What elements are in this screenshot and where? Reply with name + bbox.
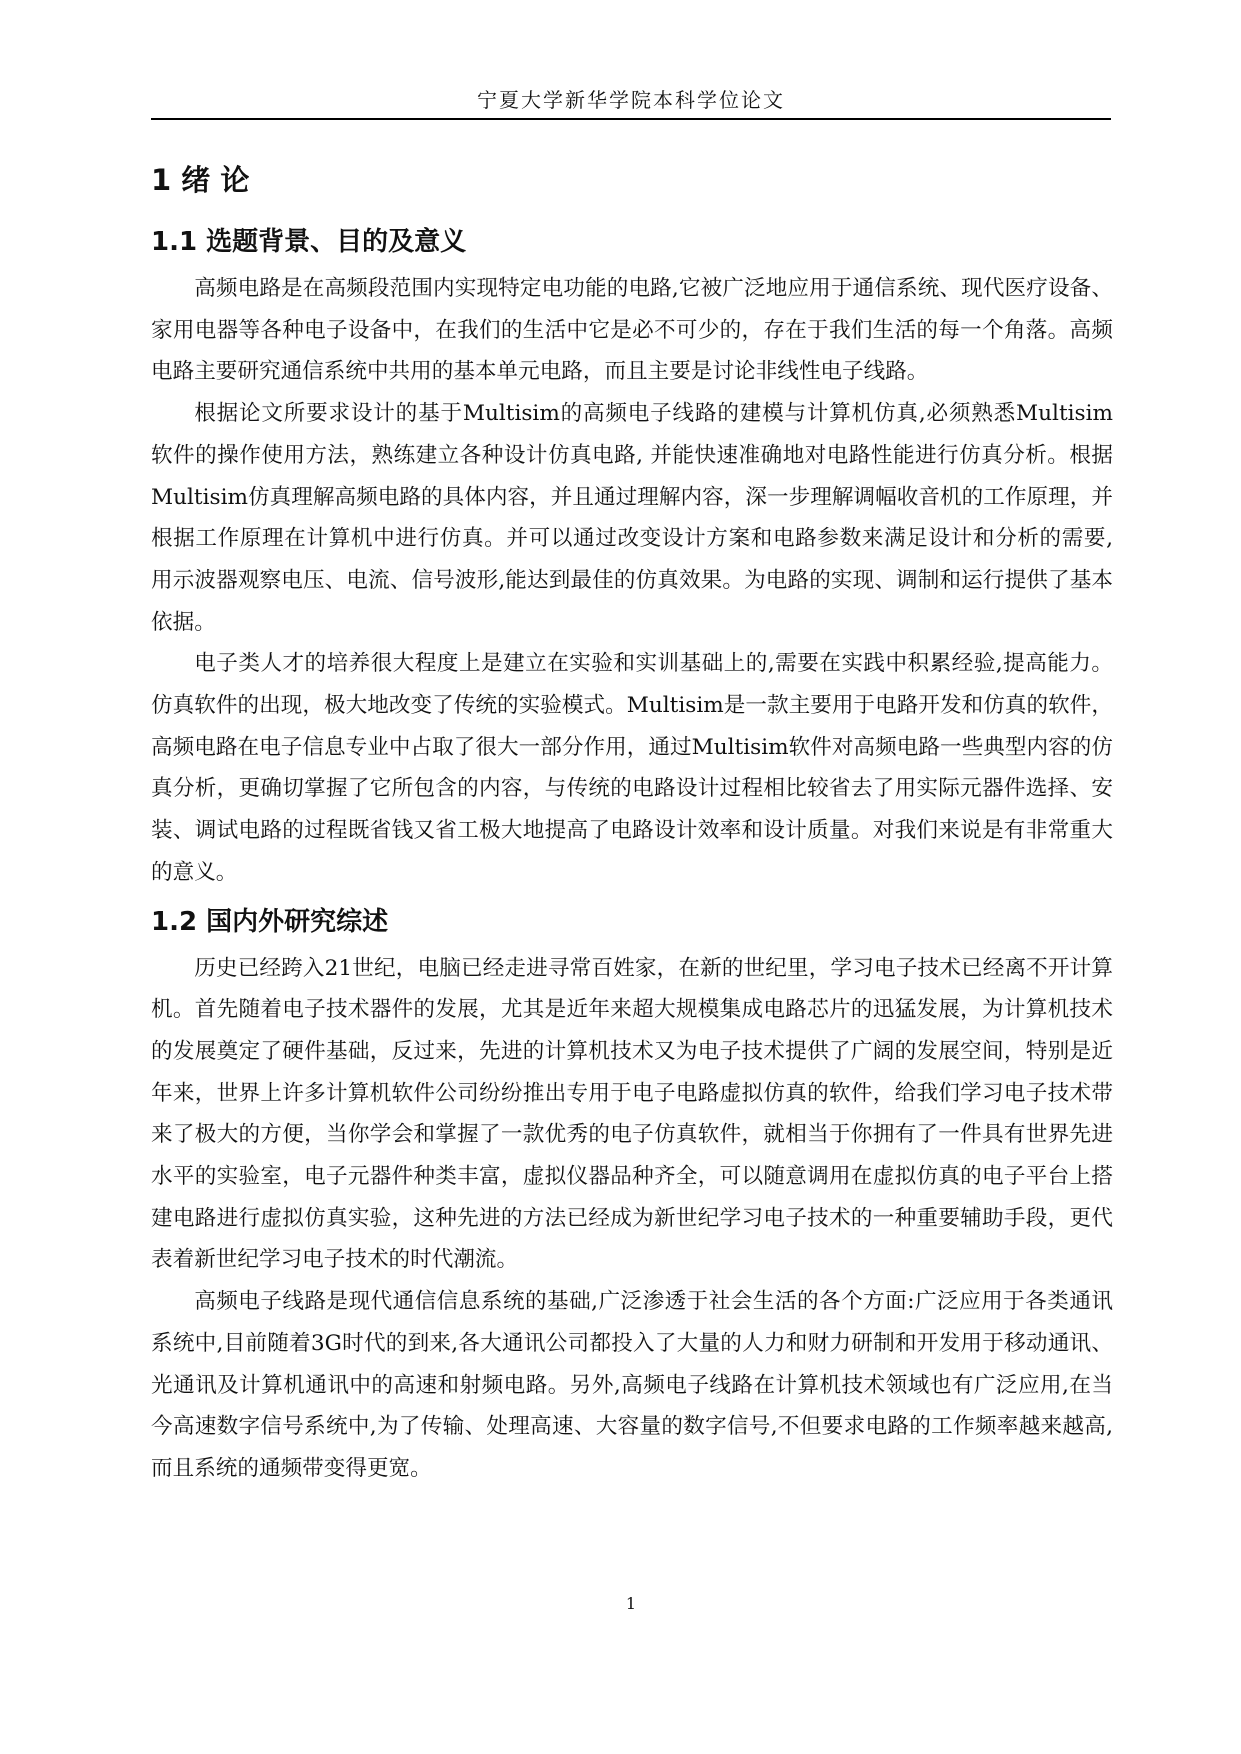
- section-title-1-2: 1.2 国内外研究综述: [151, 906, 389, 937]
- running-header: 宁夏大学新华学院本科学位论文: [477, 88, 785, 112]
- section-1-2-paragraph-1: 历史已经跨入21世纪，电脑已经走进寻常百姓家，在新的世纪里，学习电子技术已经离不开计算机。首先随着电子技术器件的发展，尤其是近年来超大规模集成电路芯片的迅猛发展，为计算机技术的发展奠定了硬件基础，反过来，先进的计算机技术又为电子技术提供了广阔的发展空间，特别是近年来，世界上许多计算机软件公司纷纷推出专用于电子电路虚拟仿真的软件，给我们学习电子技术带来了极大的方便，当你学会和掌握了一款优秀的电子仿真软件，就相当于你拥有了一件具有世界先进水平的实验室，电子元器件种类丰富，虚拟仪器品种齐全，可以随意调用在虚拟仿真的电子平台上搭建电路进行虚拟仿真实验，这种先进的方法已经成为新世纪学习电子技术的一种重要辅助手段，更代表着新世纪学习电子技术的时代潮流。: [151, 955, 1113, 1273]
- section-title-1-1: 1.1 选题背景、目的及意义: [151, 227, 467, 257]
- page-number: 1: [625, 1594, 637, 1613]
- chapter-title: 1 绪 论: [151, 163, 250, 197]
- header-rule: [151, 118, 1111, 120]
- section-1-1-paragraph-1: 高频电路是在高频段范围内实现特定电功能的电路,它被广泛地应用于通信系统、现代医疗设备、家用电器等各种电子设备中，在我们的生活中它是必不可少的，存在于我们生活的每一个角落。高频电路主要研究通信系统中共用的基本单元电路，而且主要是讨论非线性电子线路。: [151, 276, 1113, 385]
- section-1-1-paragraph-3: 电子类人才的培养很大程度上是建立在实验和实训基础上的,需要在实践中积累经验,提高能力。仿真软件的出现，极大地改变了传统的实验模式。Multisim是一款主要用于电路开发和仿真的软件，高频电路在电子信息专业中占取了很大一部分作用，通过Multisim软件对高频电路一些典型内容的仿真分析，更确切掌握了它所包含的内容，与传统的电路设计过程相比较省去了用实际元器件选择、安装、调试电路的过程既省钱又省工极大地提高了电路设计效率和设计质量。对我们来说是有非常重大的意义。: [151, 651, 1113, 885]
- section-1-2-paragraph-2: 高频电子线路是现代通信信息系统的基础,广泛渗透于社会生活的各个方面:广泛应用于各类通讯系统中,目前随着3G时代的到来,各大通讯公司都投入了大量的人力和财力研制和开发用于移动通讯、光通讯及计算机通讯中的高速和射频电路。另外,高频电子线路在计算机技术领域也有广泛应用,在当今高速数字信号系统中,为了传输、处理高速、大容量的数字信号,不但要求电路的工作频率越来越高,而且系统的通频带变得更宽。: [151, 1289, 1113, 1481]
- section-1-1-paragraph-2: 根据论文所要求设计的基于Multisim的高频电子线路的建模与计算机仿真,必须熟悉Multisim 软件的操作使用方法，熟练建立各种设计仿真电路, 并能快速准确地对电路性能进行仿真分析。根据Multisim仿真理解高频电路的具体内容，并且通过理解内容，深一步理解调幅收音机的工作原理，并根据工作原理在计算机中进行仿真。并可以通过改变设计方案和电路参数来满足设计和分析的需要, 用示波器观察电压、电流、信号波形,能达到最佳的仿真效果。为电路的实现、调制和运行提供了基本依据。: [151, 401, 1113, 635]
- page-body: [151, 150, 1113, 1490]
